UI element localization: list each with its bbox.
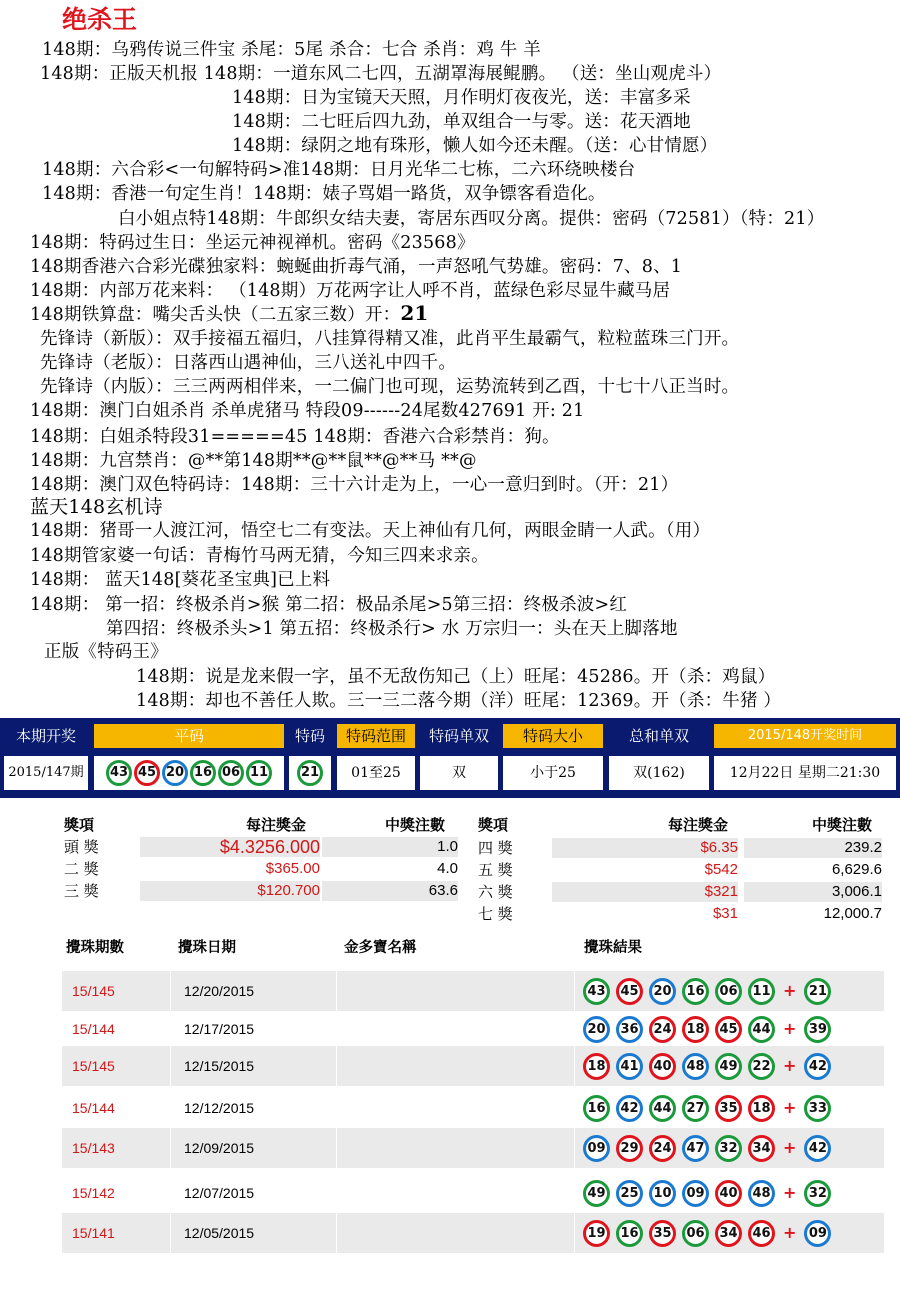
lottery-ball: 40 xyxy=(715,1180,742,1207)
plus-icon: + xyxy=(783,981,797,1000)
text-line: 蓝天148玄机诗 xyxy=(30,496,163,518)
lottery-ball: 16 xyxy=(616,1220,643,1247)
lottery-ball: 21 xyxy=(297,760,323,786)
plus-icon: + xyxy=(783,1183,797,1202)
plus-icon: + xyxy=(783,1098,797,1117)
lottery-ball: 16 xyxy=(682,978,709,1005)
header-next-draw-time: 2015/148开奖时间 xyxy=(714,724,896,748)
text-line: 148期：内部万花来料： （148期）万花两字让人呼不肖，蓝绿色彩尽显牛藏马居 xyxy=(30,281,671,301)
header-current-draw: 本期开奖 xyxy=(4,724,88,748)
text-line: 148期：二七旺后四九劲，单双组合一与零。送：花天酒地 xyxy=(232,112,691,132)
lottery-ball: 32 xyxy=(715,1135,742,1162)
history-period: 15/145 xyxy=(72,983,115,999)
text-line: 148期：却也不善任人欺。三一三二落今期（洋）旺尾：12369。开（杀：牛猪 ） xyxy=(136,691,782,711)
lottery-ball: 11 xyxy=(246,760,272,786)
history-period: 15/144 xyxy=(72,1100,115,1116)
prize-amount: $31 xyxy=(712,905,738,922)
table-row xyxy=(62,1213,884,1253)
text-line: 148期： 蓝天148[葵花圣宝典]已上料 xyxy=(30,570,331,590)
history-balls xyxy=(580,1128,834,1168)
lottery-ball: 45 xyxy=(715,1016,742,1043)
next-draw-time-value: 12月22日 星期二21:30 xyxy=(714,756,896,790)
history-balls xyxy=(580,1173,834,1213)
prize-header-name-2: 獎項 xyxy=(478,816,509,834)
text-line: 正版《特码王》 xyxy=(44,642,168,662)
lottery-ball: 11 xyxy=(748,978,775,1005)
lottery-ball: 44 xyxy=(649,1095,676,1122)
lottery-ball: 35 xyxy=(649,1220,676,1247)
text-line: 148期：正版天机报 148期：一道东风二七四，五湖罩海展鲲鹏。 （送：坐山观虎斗） xyxy=(40,64,722,84)
prize-header-count-2: 中獎注數 xyxy=(812,816,873,834)
prize-amount: $120.700 xyxy=(140,881,320,901)
plus-icon: + xyxy=(783,1223,797,1242)
history-period: 15/145 xyxy=(72,1058,115,1074)
prize-count: 12,000.7 xyxy=(823,905,882,922)
text-line: 148期：六合彩<一句解特码>准148期：日月光华二七栋，二六环绕映楼台 xyxy=(42,160,636,180)
lottery-ball: 18 xyxy=(682,1016,709,1043)
plus-icon: + xyxy=(783,1019,797,1038)
text-line: 148期管家婆一句话：青梅竹马两无猜，今知三四来求亲。 xyxy=(30,546,489,566)
prize-name: 六 獎 xyxy=(478,883,513,901)
lottery-ball: 49 xyxy=(583,1180,610,1207)
lottery-ball: 16 xyxy=(583,1095,610,1122)
table-row xyxy=(62,1128,884,1168)
prize-count: 239.2 xyxy=(744,838,882,858)
lottery-ball: 10 xyxy=(649,1180,676,1207)
history-period: 15/143 xyxy=(72,1140,115,1156)
history-header-date: 攪珠日期 xyxy=(178,939,236,956)
header-special-number: 特码 xyxy=(289,724,331,748)
text-line: 148期：绿阴之地有珠形，懒人如今还未醒。（送：心甘情愿） xyxy=(232,136,718,156)
text-line: 148期：乌鸦传说三件宝 杀尾：5尾 杀合：七合 杀肖：鸡 牛 羊 xyxy=(42,40,541,60)
header-regular-numbers: 平码 xyxy=(94,724,284,748)
text-line: 148期：猪哥一人渡江河，悟空七二有变法。天上神仙有几何，两眼金睛一人武。（用） xyxy=(30,521,711,541)
prize-count: 63.6 xyxy=(322,881,458,901)
lottery-ball: 24 xyxy=(649,1135,676,1162)
lottery-ball: 42 xyxy=(804,1053,831,1080)
lottery-ball: 09 xyxy=(804,1220,831,1247)
prize-header-amount-2: 每注獎金 xyxy=(668,816,729,834)
text-line: 148期香港六合彩光碟独家料：蜿蜒曲折毒气涌，一声怒吼气势雄。密码：7、8、1 xyxy=(30,257,683,277)
lottery-ball: 09 xyxy=(682,1180,709,1207)
text-line: 148期：澳门白姐杀肖 杀单虎猪马 特段09------24尾数427691 开: 21 xyxy=(30,401,585,421)
special-ball xyxy=(289,756,331,790)
history-balls xyxy=(580,1213,834,1253)
lottery-ball: 27 xyxy=(682,1095,709,1122)
text-line: 148期： 第一招：终极杀肖>猴 第二招：极品杀尾>5第三招：终极杀波>红 xyxy=(30,595,628,615)
lottery-ball: 36 xyxy=(616,1016,643,1043)
lottery-ball: 39 xyxy=(804,1016,831,1043)
lottery-ball: 41 xyxy=(616,1053,643,1080)
prize-header-amount: 每注獎金 xyxy=(246,816,307,834)
tiesuan-text: 148期铁算盘：嘴尖舌头快（二五家三数）开： xyxy=(30,305,401,325)
lottery-ball: 35 xyxy=(715,1095,742,1122)
lottery-ball: 42 xyxy=(616,1095,643,1122)
text-line: 148期：日为宝镜天天照，月作明灯夜夜光，送：丰富多采 xyxy=(232,88,691,108)
lottery-ball: 46 xyxy=(748,1220,775,1247)
lottery-ball: 32 xyxy=(804,1180,831,1207)
history-date: 12/15/2015 xyxy=(184,1058,255,1074)
text-line: 148期：澳门双色特码诗：148期：三十六计走为上，一心一意归到时。（开：21） xyxy=(30,475,679,495)
prize-count: 3,006.1 xyxy=(744,882,882,902)
lottery-ball: 33 xyxy=(804,1095,831,1122)
prize-name: 三 獎 xyxy=(64,882,99,900)
prize-amount: $365.00 xyxy=(265,860,320,877)
lottery-ball: 18 xyxy=(748,1095,775,1122)
history-date: 12/05/2015 xyxy=(184,1225,255,1241)
history-header-period: 攪珠期數 xyxy=(66,939,124,956)
text-line: 白小姐点特148期：牛郎织女结夫妻，寄居东西叹分离。提供：密码（72581）（特：21） xyxy=(118,209,825,229)
prize-header-count: 中獎注數 xyxy=(385,816,446,834)
prize-amount: $321 xyxy=(552,882,738,902)
prize-count: 4.0 xyxy=(437,860,458,877)
history-date: 12/17/2015 xyxy=(184,1021,255,1037)
prize-name: 七 獎 xyxy=(478,905,513,923)
history-date: 12/07/2015 xyxy=(184,1185,255,1201)
header-sum-odd-even: 总和单双 xyxy=(609,724,709,748)
history-period: 15/144 xyxy=(72,1021,115,1037)
text-line: 148期：九宫禁肖：@**第148期**@**鼠**@**马 **@ xyxy=(30,451,477,471)
lottery-ball: 24 xyxy=(649,1016,676,1043)
history-date: 12/09/2015 xyxy=(184,1140,255,1156)
lottery-ball: 42 xyxy=(804,1135,831,1162)
table-row xyxy=(62,1173,884,1213)
table-row xyxy=(62,1088,884,1128)
lottery-ball: 44 xyxy=(748,1016,775,1043)
lottery-ball: 18 xyxy=(583,1053,610,1080)
regular-balls xyxy=(94,756,284,790)
history-period: 15/141 xyxy=(72,1225,115,1241)
text-line: 148期：香港一句定生肖！148期：婊子骂娼一路货，双争镖客看造化。 xyxy=(42,184,606,204)
lottery-ball: 40 xyxy=(649,1053,676,1080)
odd-even-value: 双 xyxy=(420,756,498,790)
history-balls xyxy=(580,971,834,1011)
big-small-value: 小于25 xyxy=(503,756,603,790)
prize-name: 頭 獎 xyxy=(64,838,99,856)
text-line: 第四招：终极杀头>1 第五招：终极杀行> 水 万宗归一：头在天上脚落地 xyxy=(106,619,678,639)
lottery-ball: 19 xyxy=(583,1220,610,1247)
plus-icon: + xyxy=(783,1056,797,1075)
draw-period: 2015/147期 xyxy=(4,756,88,790)
lottery-ball: 29 xyxy=(616,1135,643,1162)
plus-icon: + xyxy=(783,1138,797,1157)
lottery-ball: 25 xyxy=(616,1180,643,1207)
lottery-ball: 48 xyxy=(748,1180,775,1207)
history-date: 12/12/2015 xyxy=(184,1100,255,1116)
lottery-ball: 48 xyxy=(682,1053,709,1080)
prize-name: 四 獎 xyxy=(478,839,513,857)
prize-name: 五 獎 xyxy=(478,861,513,879)
lottery-ball: 34 xyxy=(715,1220,742,1247)
history-date: 12/20/2015 xyxy=(184,983,255,999)
text-line: 148期：特码过生日：坐运元神视禅机。密码《23568》 xyxy=(30,233,475,253)
special-range-value: 01至25 xyxy=(337,756,415,790)
lottery-ball: 06 xyxy=(218,760,244,786)
table-row xyxy=(62,1009,884,1049)
history-balls xyxy=(580,1088,834,1128)
history-header-result: 攪珠結果 xyxy=(584,939,642,956)
lottery-ball: 20 xyxy=(649,978,676,1005)
lottery-ball: 21 xyxy=(804,978,831,1005)
lottery-ball: 20 xyxy=(162,760,188,786)
text-line: 148期：说是龙来假一字，虽不无敌伤知己（上）旺尾：45286。开（杀：鸡鼠） xyxy=(136,667,776,687)
lottery-ball: 22 xyxy=(748,1053,775,1080)
header-special-odd-even: 特码单双 xyxy=(420,724,498,748)
text-line: 先锋诗（内版）：三三两两相伴来，一二偏门也可现，运势流转到乙酉，十七十八正当时。 xyxy=(40,377,740,397)
history-period: 15/142 xyxy=(72,1185,115,1201)
lottery-ball: 45 xyxy=(616,978,643,1005)
history-balls xyxy=(580,1009,834,1049)
prize-count: 1.0 xyxy=(322,837,458,857)
draw-result-table xyxy=(0,718,900,798)
tiesuan-open-number: 21 xyxy=(400,301,429,325)
lottery-ball: 34 xyxy=(748,1135,775,1162)
prize-header-name: 獎項 xyxy=(64,816,95,834)
lottery-ball: 43 xyxy=(583,978,610,1005)
prize-amount: $6.35 xyxy=(552,838,738,858)
lottery-ball: 45 xyxy=(134,760,160,786)
table-row xyxy=(62,971,884,1011)
header-special-range: 特码范围 xyxy=(337,724,415,748)
lottery-ball: 20 xyxy=(583,1016,610,1043)
history-header-name: 金多寶名稱 xyxy=(344,939,417,956)
page-title: 绝杀王 xyxy=(62,5,138,34)
lottery-ball: 09 xyxy=(583,1135,610,1162)
header-special-big-small: 特码大小 xyxy=(503,724,603,748)
sum-odd-even-value: 双(162) xyxy=(609,756,709,790)
lottery-ball: 49 xyxy=(715,1053,742,1080)
prize-amount: $542 xyxy=(704,861,738,878)
text-line xyxy=(30,302,429,326)
prize-count: 6,629.6 xyxy=(831,861,882,878)
lottery-ball: 47 xyxy=(682,1135,709,1162)
lottery-ball: 06 xyxy=(682,1220,709,1247)
lottery-ball: 16 xyxy=(190,760,216,786)
history-balls xyxy=(580,1046,834,1086)
prize-name: 二 獎 xyxy=(64,860,99,878)
text-line: 先锋诗（老版）：日落西山遇神仙，三八送礼中四千。 xyxy=(40,353,457,373)
lottery-ball: 06 xyxy=(715,978,742,1005)
text-line: 148期：白姐杀特段31=====45 148期：香港六合彩禁肖：狗。 xyxy=(30,427,560,447)
table-row xyxy=(62,1046,884,1086)
lottery-ball: 43 xyxy=(106,760,132,786)
prize-amount: $4.3256.000 xyxy=(140,837,320,857)
text-line: 先锋诗（新版）：双手接福五福归，八挂算得精又准，此肖平生最霸气，粒粒蓝珠三门开。 xyxy=(40,329,740,349)
